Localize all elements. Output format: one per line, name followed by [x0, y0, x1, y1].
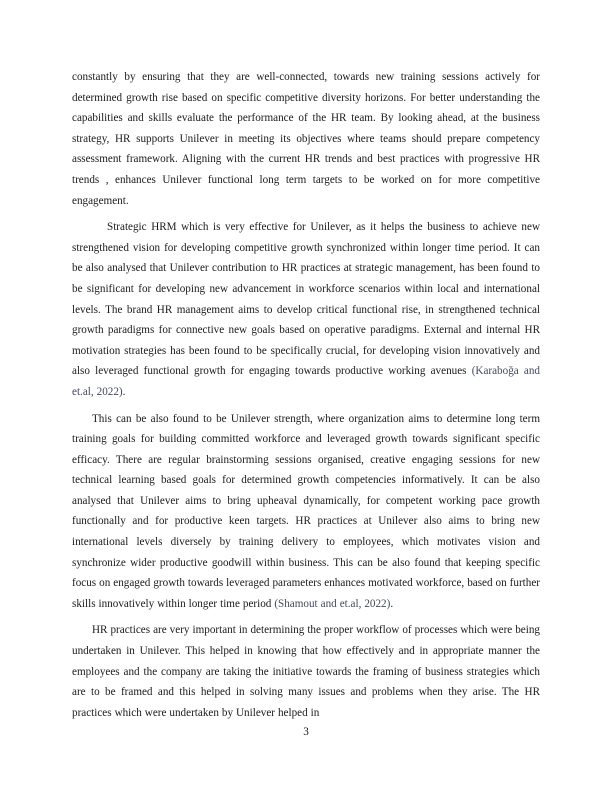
body-text: [72, 67, 540, 729]
paragraph-2: [72, 217, 540, 402]
paragraph-1: [72, 67, 540, 211]
paragraph-1-text: constantly by ensuring that they are well-connected, towards new training sessions actively for determined growth rise based on specific competitive diversity horizons. For better understanding the capabilities and skills evaluate the performance of the HR team. By looking ahead, at the business strategy, HR supports Unilever in meeting its objectives where teams should prepare competency assessment framework. Aligning with the current HR trends and best practices with progressive HR trends , enhances Unilever functional long term targets to be worked on for more competitive engagement.: [72, 71, 540, 207]
paragraph-3: [72, 409, 540, 615]
paragraph-4-text: HR practices are very important in determining the proper workflow of processes which were being undertaken in Unilever. This helped in knowing that how effectively and in appropriate manner the employees and the company are taking the initiative towards the framing of business strategies which are to be framed and this helped in solving many issues and problems when they arise. The HR practices which were undertaken by Unilever helped in: [72, 624, 540, 719]
citation-karaboga: (Karaboğa and et.al, 2022): [72, 365, 540, 398]
paragraph-2-tail: .: [122, 385, 126, 398]
paragraph-2-text: Strategic HRM which is very effective for Unilever, as it helps the business to achieve new strengthened vision for developing competitive growth synchronized within longer time period. It can be also analysed that Unilever contribution to HR practices at strategic management, has been found to be significant for developing new advancement in workforce scenarios within local and international levels. The brand HR management aims to develop critical functional rise, in strengthened technical growth paradigms for connective new goals based on operative paradigms. External and internal HR motivation strategies has been found to be specifically crucial, for developing vision innovatively and also leveraged functional growth for engaging towards productive working avenues: [72, 221, 540, 378]
citation-shamout: (Shamout and et.al, 2022): [274, 597, 391, 610]
page-number: 3: [303, 726, 309, 738]
paragraph-3-tail: .: [390, 597, 394, 610]
paragraph-3-text: This can be also found to be Unilever strength, where organization aims to determine long term training goals for building committed workforce and leveraged growth towards significant specific efficacy. There are regular brainstorming sessions organised, creative engaging sessions for new technical learning based goals for determined growth competencies informatively. It can be also analysed that Unilever aims to bring upheaval dynamically, for competent working pace growth functionally and for productive keen targets. HR practices at Unilever also aims to bring new international levels diversely by training delivery to employees, which motivates vision and synchronize wider productive goodwill within business. This can be also found that keeping specific focus on engaged growth towards leveraged parameters enhances motivated workforce, based on further skills innovatively within longer time period: [72, 412, 540, 610]
paragraph-4: [72, 620, 540, 723]
